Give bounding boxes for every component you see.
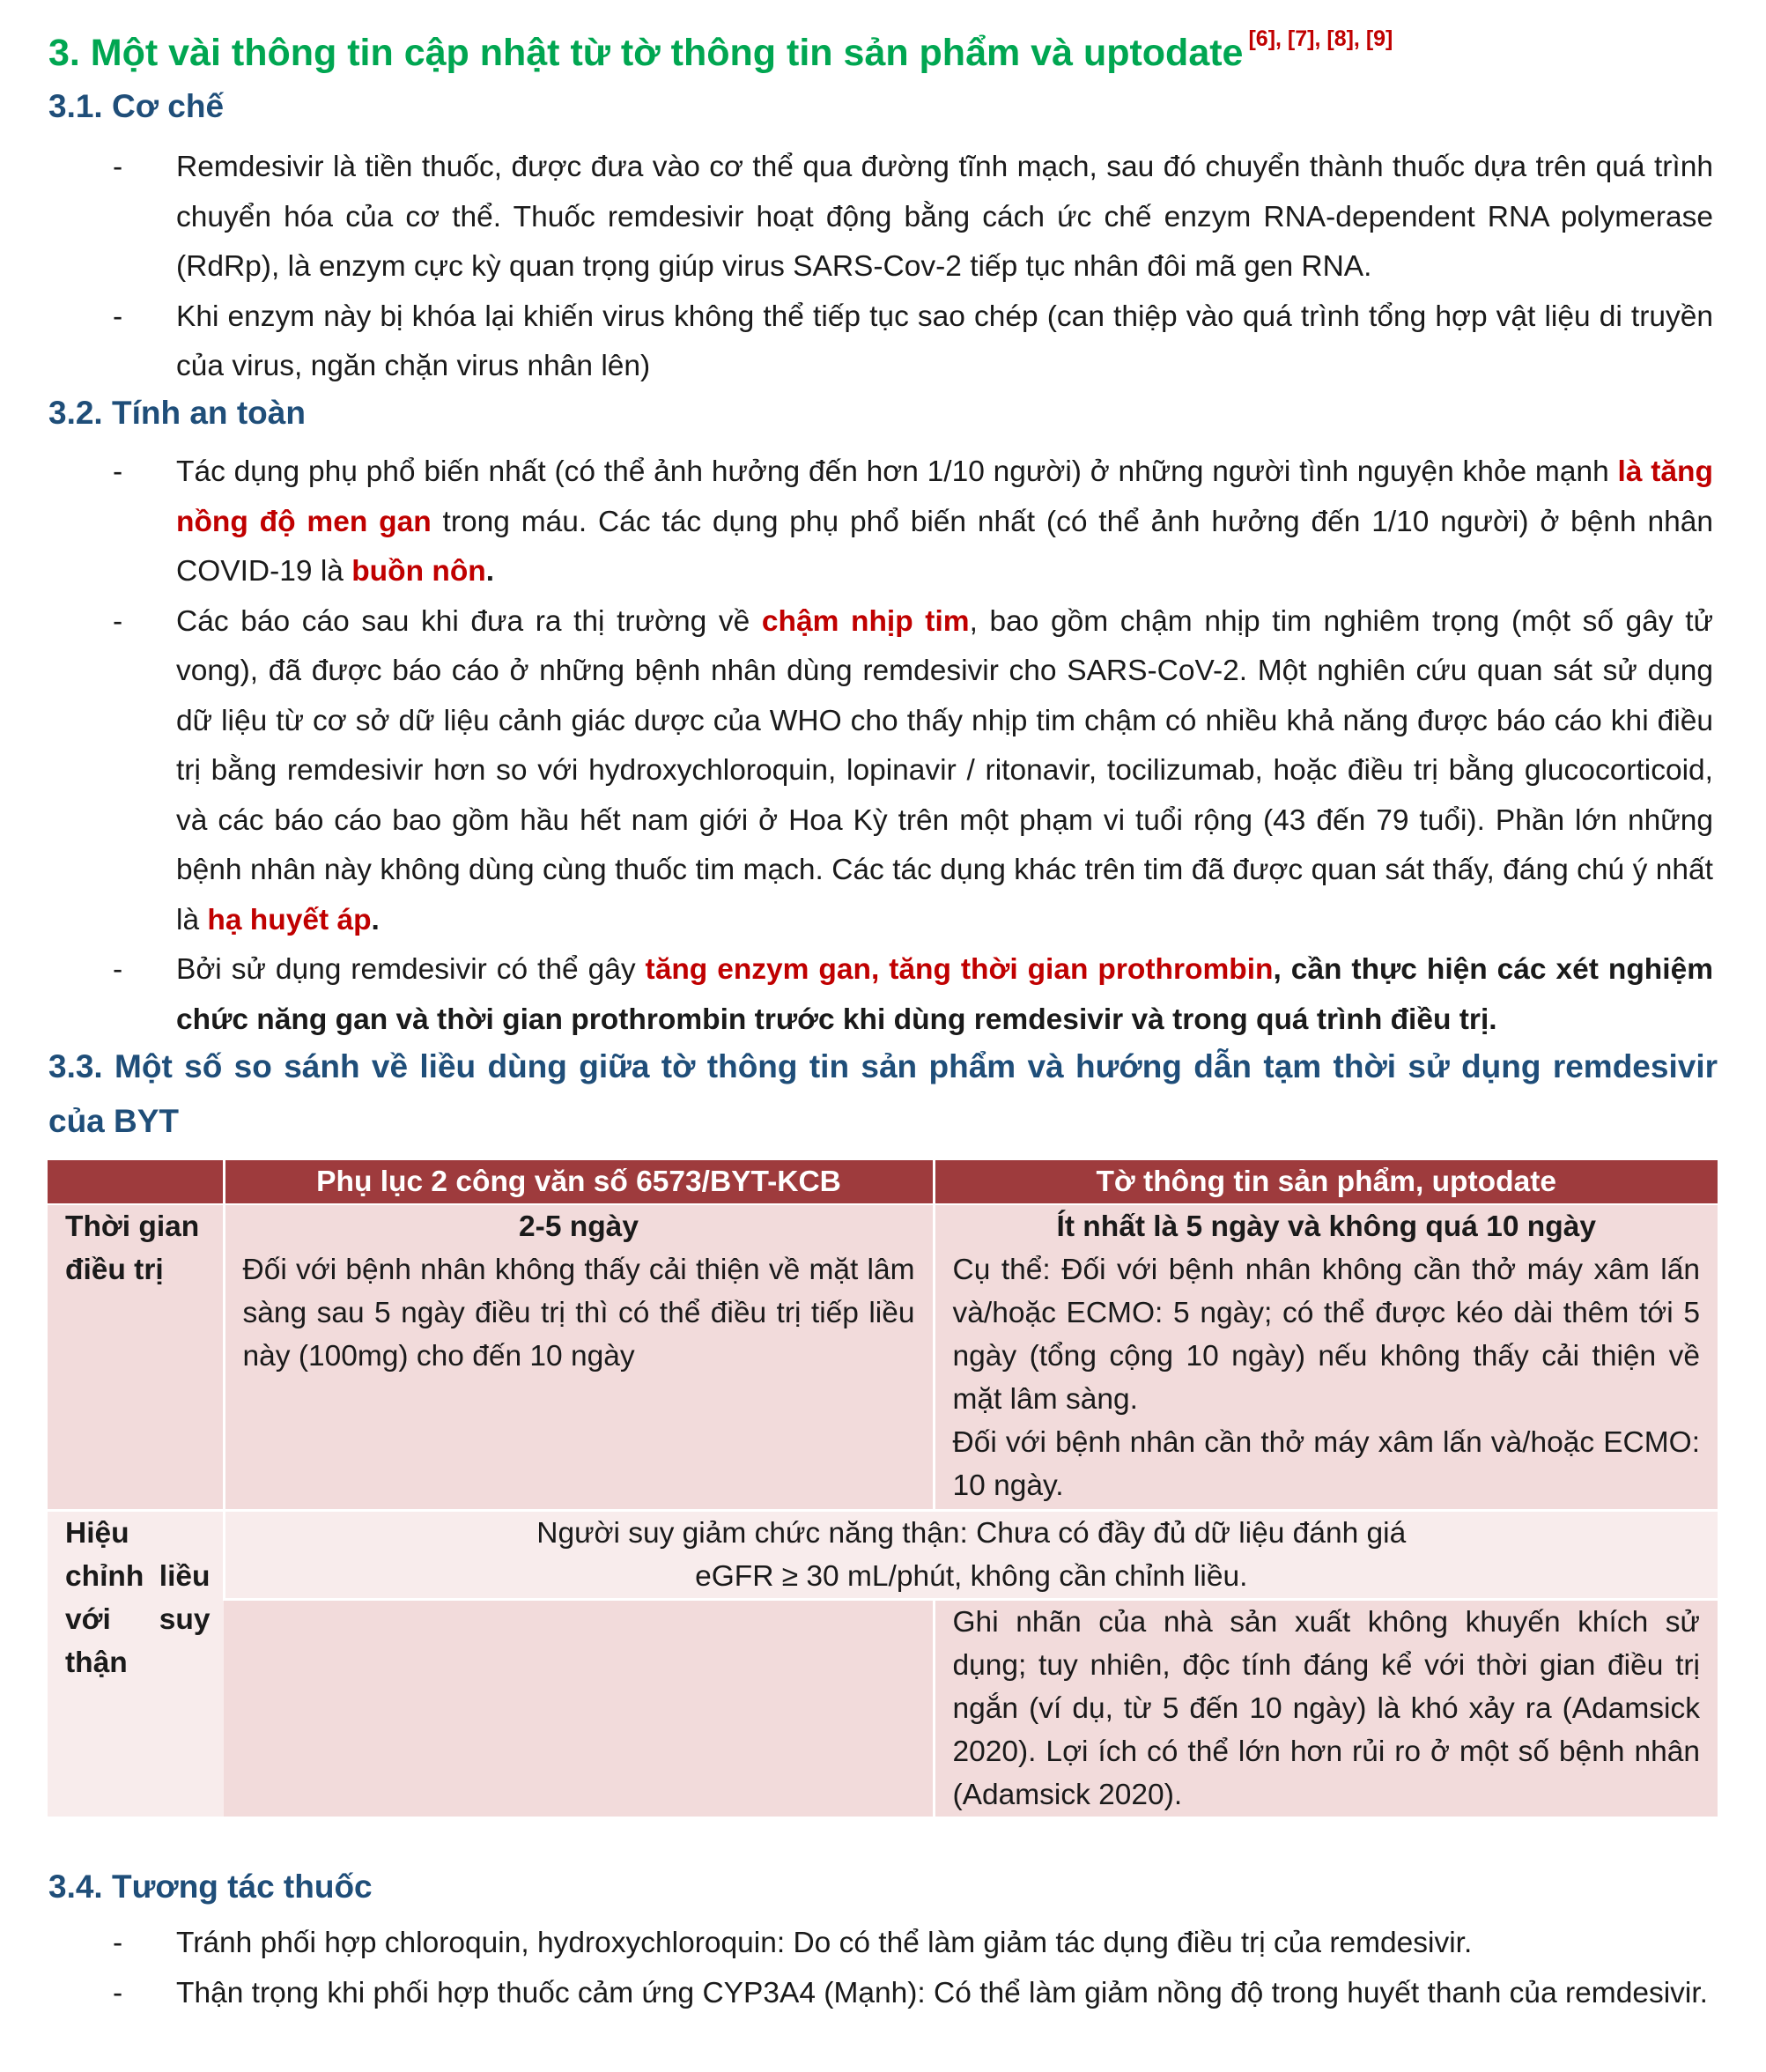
cell-byt-renal-empty bbox=[224, 1600, 934, 1818]
highlight-prothrombin: tăng enzym gan, tăng thời gian prothrombin bbox=[645, 953, 1274, 986]
highlight-nausea: buồn nôn bbox=[351, 555, 486, 588]
section-3-3-heading-line1: 3.3. Một số so sánh về liều dùng giữa tờ thông tin sản phẩm và hướng dẫn tạm thời sử dụng remdesivir bbox=[48, 1048, 1718, 1084]
highlight-liver-enzymes: là tăng nồng độ men gan bbox=[176, 455, 1713, 538]
table-row bbox=[48, 1511, 1718, 1600]
product-duration-note-1: Cụ thể: Đối với bệnh nhân không cần thở máy xâm lấn và/hoặc ECMO: 5 ngày; có thể được kéo dài thêm tới 5 ngày (tổng cộng 10 ngày) nếu không thấy cải thiện về mặt lâm sàng. bbox=[952, 1254, 1700, 1416]
list-item: - Khi enzym này bị khóa lại khiến virus không thể tiếp tục sao chép (can thiệp vào quá trình tổng hợp vật liệu di truyền của virus, ngăn chặn virus nhân lên) bbox=[0, 292, 1713, 392]
dosage-comparison-table bbox=[48, 1160, 1718, 1819]
list-item: - Bởi sử dụng remdesivir có thể gây tăng enzym gan, tăng thời gian prothrombin, cần thực hiện các xét nghiệm chức năng gan và thời gian prothrombin trước khi dùng remdesivir và trong quá trình điều trị. bbox=[0, 945, 1713, 1045]
list-dash: - bbox=[113, 953, 123, 986]
list-item: - Các báo cáo sau khi đưa ra thị trường về chậm nhịp tim, bao gồm chậm nhịp tim nghiêm trọng (một số gây tử vong), đã được báo cáo ở những bệnh nhân dùng remdesivir cho SARS-CoV-2. Một nghiên cứu quan sát sử dụng dữ liệu từ cơ sở dữ liệu cảnh giác dược của WHO cho thấy nhịp tim chậm có nhiều khả năng được báo cáo khi điều trị bằng remdesivir hơn so với hydroxychloroquin, lopinavir / ritonavir, tocilizumab, hoặc điều trị bằng glucocorticoid, và các báo cáo bao gồm hầu hết nam giới ở Hoa Kỳ trên một phạm vi tuổi rộng (43 đến 79 tuổi). Phần lớn những bệnh nhân này không dùng cùng thuốc tim mạch. Các tác dụng khác trên tim đã được quan sát thấy, đáng chú ý nhất là hạ huyết áp. bbox=[0, 597, 1713, 946]
highlight-hypotension: hạ huyết áp bbox=[207, 903, 372, 936]
mechanism-list bbox=[0, 143, 1766, 392]
highlight-bradycardia: chậm nhịp tim bbox=[761, 604, 970, 638]
list-item: - Tránh phối hợp chloroquin, hydroxychloroquin: Do có thể làm giảm tác dụng điều trị của remdesivir. bbox=[0, 1919, 1713, 1969]
header-byt: Phụ lục 2 công văn số 6573/BYT-KCB bbox=[224, 1160, 934, 1204]
cell-product-renal-note: Ghi nhãn của nhà sản xuất không khuyến khích sử dụng; tuy nhiên, độc tính đáng kể với thời gian điều trị ngắn (ví dụ, từ 5 đến 10 ngày) là khó xảy ra (Adamsick 2020). Lợi ích có thể lớn hơn rủi ro ở một số bệnh nhân (Adamsick 2020). bbox=[934, 1600, 1718, 1818]
list-dash: - bbox=[113, 300, 123, 333]
list-dash: - bbox=[113, 1927, 123, 1959]
byt-duration-note: Đối với bệnh nhân không thấy cải thiện về mặt lâm sàng sau 5 ngày điều trị thì có thể điều trị tiếp liều này (100mg) cho đến 10 ngày bbox=[242, 1254, 915, 1373]
product-duration-note-2: Đối với bệnh nhân cần thở máy xâm lấn và/hoặc ECMO: 10 ngày. bbox=[952, 1426, 1700, 1502]
byt-duration-value: 2-5 ngày bbox=[519, 1210, 639, 1243]
section-3-1-heading: 3.1. Cơ chế bbox=[48, 88, 225, 124]
section-3-heading bbox=[48, 26, 1393, 75]
cell-product-duration bbox=[934, 1204, 1718, 1511]
list-item: - Thận trọng khi phối hợp thuốc cảm ứng CYP3A4 (Mạnh): Có thể làm giảm nồng độ trong huyết thanh của remdesivir. bbox=[0, 1969, 1713, 2019]
table-header-row bbox=[48, 1160, 1718, 1204]
list-item: - Tác dụng phụ phổ biến nhất (có thể ảnh hưởng đến hơn 1/10 người) ở những người tình nguyện khỏe mạnh là tăng nồng độ men gan trong máu. Các tác dụng phụ phổ biến nhất (có thể ảnh hưởng đến 1/10 người) ở bệnh nhân COVID-19 là buồn nôn. bbox=[0, 448, 1713, 597]
interaction-list bbox=[0, 1919, 1766, 2018]
renal-merged-line1: Người suy giảm chức năng thận: Chưa có đầy đủ dữ liệu đánh giá bbox=[536, 1517, 1407, 1550]
table-row bbox=[48, 1600, 1718, 1818]
renal-merged-line2: eGFR ≥ 30 mL/phút, không cần chỉnh liều. bbox=[695, 1560, 1248, 1593]
section-3-3-heading-line2: của BYT bbox=[48, 1103, 180, 1139]
row-label-duration: Thời gian điều trị bbox=[48, 1204, 224, 1511]
list-dash: - bbox=[113, 455, 123, 488]
header-product-info: Tờ thông tin sản phẩm, uptodate bbox=[934, 1160, 1718, 1204]
row-label-renal: Hiệu chỉnh liều với suy thận bbox=[48, 1511, 224, 1818]
list-dash: - bbox=[113, 151, 123, 183]
header-empty bbox=[48, 1160, 224, 1204]
cell-renal-merged bbox=[224, 1511, 1718, 1600]
section-3-4-heading: 3.4. Tương tác thuốc bbox=[48, 1868, 373, 1905]
product-duration-value: Ít nhất là 5 ngày và không quá 10 ngày bbox=[1056, 1210, 1596, 1243]
cell-byt-duration bbox=[224, 1204, 934, 1511]
table-row bbox=[48, 1204, 1718, 1511]
section-3-references: [6], [7], [8], [9] bbox=[1248, 26, 1393, 51]
section-3-2-heading: 3.2. Tính an toàn bbox=[48, 395, 306, 431]
list-dash: - bbox=[113, 604, 123, 638]
safety-list bbox=[0, 448, 1766, 1045]
section-3-title: 3. Một vài thông tin cập nhật từ tờ thông tin sản phẩm và uptodate bbox=[48, 32, 1244, 74]
list-dash: - bbox=[113, 1976, 123, 2009]
list-item: - Remdesivir là tiền thuốc, được đưa vào cơ thể qua đường tĩnh mạch, sau đó chuyển thành thuốc dựa trên quá trình chuyển hóa của cơ thể. Thuốc remdesivir hoạt động bằng cách ức chế enzym RNA-dependent RNA polymerase (RdRp), là enzym cực kỳ quan trọng giúp virus SARS-Cov-2 tiếp tục nhân đôi mã gen RNA. bbox=[0, 143, 1713, 292]
